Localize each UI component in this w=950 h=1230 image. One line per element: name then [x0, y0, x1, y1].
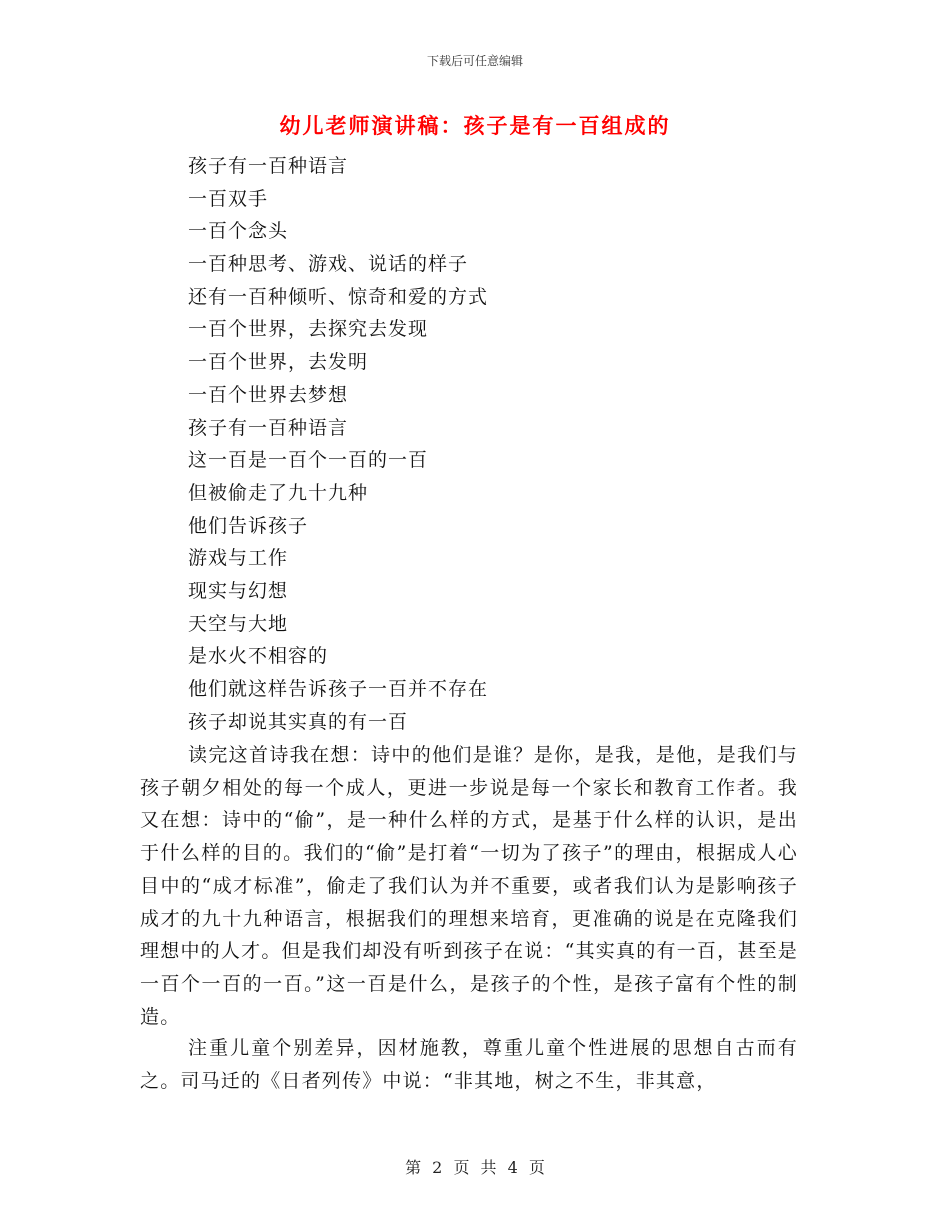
- poem: [188, 150, 488, 738]
- poem-line: 一百双手: [188, 187, 269, 210]
- body-paragraph: 注重儿童个别差异，因材施教，尊重儿童个性进展的思想自古而有之。司马迁的《日者列传》中说：“非其地，树之不生，非其意，: [140, 1037, 798, 1092]
- document-title: 幼儿老师演讲稿：孩子是有一百组成的: [279, 114, 671, 138]
- poem-line: 但被偷走了九十九种: [188, 481, 369, 504]
- poem-line: 是水火不相容的: [188, 645, 329, 668]
- poem-line: 一百个世界去梦想: [188, 383, 349, 406]
- poem-line: 一百个世界，去探究去发现: [188, 318, 429, 341]
- page-number: 第 2 页 共 4 页: [405, 1158, 545, 1177]
- poem-line: 孩子有一百种语言: [188, 416, 349, 439]
- poem-line: 这一百是一百个一百的一百: [188, 449, 429, 472]
- poem-line: 还有一百种倾听、惊奇和爱的方式: [188, 285, 489, 308]
- poem-line: 游戏与工作: [188, 547, 289, 570]
- header-note: 下载后可任意编辑: [426, 54, 523, 68]
- poem-line: 孩子有一百种语言: [188, 155, 349, 177]
- poem-line: 一百个世界，去发明: [188, 351, 369, 374]
- poem-line: 他们告诉孩子: [188, 514, 309, 537]
- poem-line: 一百种思考、游戏、说话的样子: [188, 253, 469, 276]
- poem-line: 一百个念头: [188, 220, 289, 243]
- poem-line: 现实与幻想: [188, 579, 289, 602]
- poem-line: 他们就这样告诉孩子一百并不存在: [188, 678, 489, 700]
- body-paragraph: 读完这首诗我在想：诗中的他们是谁？是你，是我，是他，是我们与孩子朝夕相处的每一个成人，更进一步说是每一个家长和教育工作者。我又在想：诗中的“偷”，是一种什么样的方式，是基于什么样的认识，是出于什么样的目的。我们的“偷”是打着“一切为了孩子”的理由，根据成人心目中的“成才标准”，偷走了我们认为并不重要，或者我们认为是影响孩子成才的九十九种语言，根据我们的理想来培育，更准确的说是在克隆我们理想中的人才。但是我们却没有听到孩子在说：“其实真的有一百，甚至是一百个一百的一百。”这一百是什么，是孩子的个性，是孩子富有个性的制造。: [140, 744, 798, 1028]
- poem-line: 孩子却说其实真的有一百: [188, 710, 409, 733]
- poem-line: 天空与大地: [188, 612, 289, 635]
